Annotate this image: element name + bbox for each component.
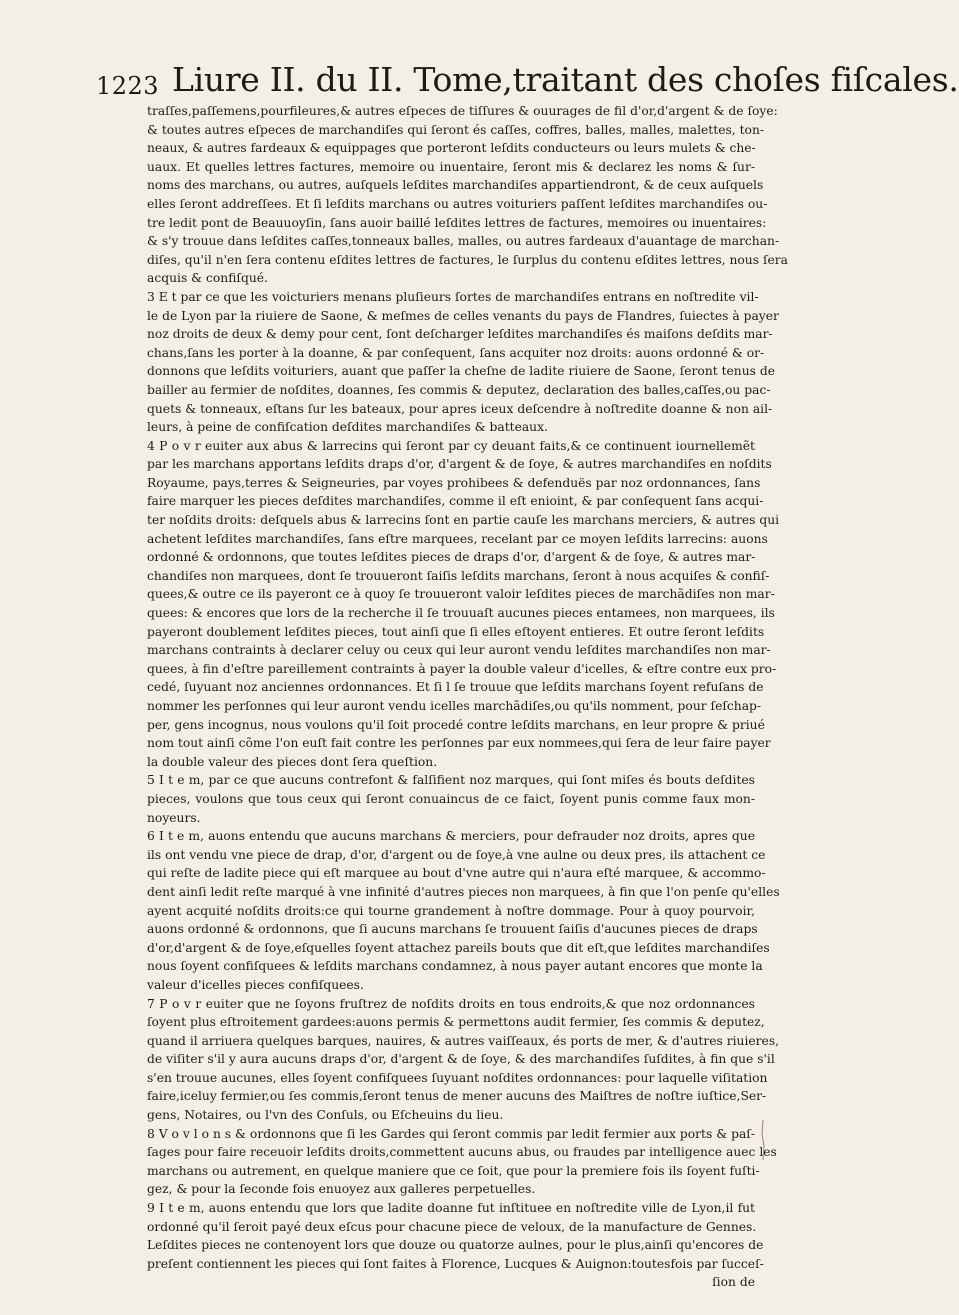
text-line: traſſes,paſſemens,pourfileures,& autres eſpeces de tiſſures & ouurages de fil d'or,d'argent & de ſoye: bbox=[147, 104, 778, 118]
text-line: qui reſte de ladite piece qui eſt marquee au bout d'vne autre qui n'aura eſté marquee, & accommo- bbox=[147, 866, 766, 881]
text-line: 4 P o v r euiter aux abus & larrecins qui ſeront par cy deuant faits,& ce continuent iournellemẽt bbox=[147, 438, 755, 453]
text-line: nom tout ainſi cõme l'on euſt fait contre les perſonnes par eux nommees,qui ſera de leur faire payer bbox=[147, 736, 771, 751]
text-line: acquis & confiſqué. bbox=[147, 271, 268, 286]
text-line: ſoyent plus eſtroitement gardees:auons permis & permettons audit fermier, ſes commis & deputez, bbox=[147, 1015, 765, 1030]
body-text bbox=[147, 102, 788, 1292]
text-line: 3 E t par ce que les voicturiers menans pluſieurs ſortes de marchandiſes entrans en noſtredite vil- bbox=[147, 289, 759, 304]
text-line: 7 P o v r euiter que ne ſoyons fruſtrez de noſdits droits en tous endroits,& que noz ordonnances bbox=[147, 996, 755, 1011]
text-line: noms des marchans, ou autres, auſquels leſdites marchandiſes appartiendront, & de ceux auſquels bbox=[147, 178, 764, 193]
text-line: nous ſoyent confiſquees & leſdits marchans condamnez, à nous payer autant encores que monte la bbox=[147, 959, 763, 974]
text-line: auons ordonné & ordonnons, que ſi aucuns marchans ſe trouuent ſaiſis d'aucunes pieces de draps bbox=[147, 922, 758, 937]
text-line: quand il arriuera quelques barques, nauires, & autres vaiſſeaux, és ports de mer, & d'autres riuieres, bbox=[147, 1033, 780, 1048]
text-line: la double valeur des pieces dont ſera queſtion. bbox=[147, 754, 438, 769]
text-line: tre ledit pont de Beauuoyſin, ſans auoir baillé leſdites lettres de factures, memoires ou inuentaires: bbox=[147, 215, 767, 230]
text-line: 8 V o v l o n s & ordonnons que ſi les Gardes qui ſeront commis par ledit fermier aux ports & paſ- bbox=[147, 1126, 755, 1141]
text-line: quees: & encores que lors de la recherche il ſe trouuaſt aucunes pieces entamees, non marquees, ils bbox=[147, 606, 775, 621]
text-line: pieces, voulons que tous ceux qui ſeront conuaincus de ce faict, ſoyent punis comme faux mon- bbox=[147, 791, 755, 806]
text-line: noz droits de deux & demy pour cent, ſont deſcharger leſdites marchandiſes és maiſons deſdits mar- bbox=[147, 327, 773, 342]
text-line: cedé, ſuyuant noz anciennes ordonnances. Et ſi l ſe trouue que leſdits marchans ſoyent refuſans de bbox=[147, 680, 764, 695]
text-line: 5 I t e m, par ce que aucuns contrefont & falſifient noz marques, qui ſont miſes és bouts deſdites bbox=[147, 773, 755, 788]
text-line: donnons que leſdits voituriers, auant que paſſer la cheſne de ladite riuiere de Saone, ſeront tenus de bbox=[147, 364, 776, 379]
text-line: quees,& outre ce ils payeront ce à quoy ſe trouueront valoir leſdites pieces de marchãdiſes non mar- bbox=[147, 587, 775, 602]
text-line: ter noſdits droits: deſquels abus & larrecins ſont en partie cauſe les marchans merciers, & autres qui bbox=[147, 513, 780, 528]
text-line: chandiſes non marquees, dont ſe trouueront ſaiſis leſdits marchans, ſeront à nous acquiſes & confiſ- bbox=[147, 568, 770, 583]
text-line: 6 I t e m, auons entendu que aucuns marchans & merciers, pour defrauder noz droits, apres que bbox=[147, 829, 755, 844]
text-line: leurs, à peine de confiſcation deſdites marchandiſes & batteaux. bbox=[147, 420, 548, 435]
text-line: preſent contiennent les pieces qui ſont faites à Florence, Lucques & Auignon:toutesfois par ſucceſ- bbox=[147, 1256, 764, 1271]
text-line: gens, Notaires, ou l'vn des Conſuls, ou Eſcheuins du lieu. bbox=[147, 1108, 504, 1123]
text-line: ils ont vendu vne piece de drap, d'or, d'argent ou de ſoye,à vne aulne ou deux pres, ils attachent ce bbox=[147, 847, 766, 862]
text-line: le de Lyon par la riuiere de Saone, & meſmes de celles venants du pays de Flandres, ſuiectes à payer bbox=[147, 308, 779, 323]
text-line: Leſdites pieces ne contenoyent lors que douze ou quatorze aulnes, pour le plus,ainſi qu'encores de bbox=[147, 1238, 764, 1253]
text-line: chans,ſans les porter à la doanne, & par conſequent, ſans acquiter noz droits: auons ordonné & or- bbox=[147, 345, 765, 360]
text-line: ordonné & ordonnons, que toutes leſdites pieces de draps d'or, d'argent & de ſoye, & autres mar- bbox=[147, 550, 756, 565]
text-line: & s'y trouue dans leſdites caſſes,tonneaux balles, malles, ou autres fardeaux d'auantage de marchan- bbox=[147, 234, 780, 249]
text-line: marchans contraints à declarer celuy ou ceux qui leur auront vendu leſdites marchandiſes non mar- bbox=[147, 643, 771, 658]
text-line: payeront doublement leſdites pieces, tout ainſi que ſi elles eſtoyent entieres. Et outre ſeront leſdits bbox=[147, 624, 765, 639]
text-line: 9 I t e m, auons entendu que lors que ladite doanne fut inſtituee en noſtredite ville de Lyon,il fut bbox=[147, 1201, 755, 1216]
text-line: par les marchans apportans leſdits draps d'or, d'argent & de ſoye, & autres marchandiſes en noſdits bbox=[147, 457, 772, 472]
text-line: faire marquer les pieces deſdites marchandiſes, comme il eſt enioint, & par conſequent ſans acqui- bbox=[147, 494, 764, 509]
text-line: valeur d'icelles pieces confiſquees. bbox=[147, 977, 364, 992]
text-line: faire,iceluy fermier,ou ſes commis,ſeront tenus de mener aucuns des Maiſtres de noſtre iuſtice,Ser- bbox=[147, 1089, 767, 1104]
text-line: achetent leſdites marchandiſes, ſans eſtre marquees, recelant par ce moyen leſdits larrecins: auons bbox=[147, 531, 768, 546]
text-line: quees, à fin d'eſtre pareillement contraints à payer la double valeur d'icelles, & eſtre contre eux pro- bbox=[147, 661, 777, 676]
text-line: nommer les perſonnes qui leur auront vendu icelles marchãdiſes,ou qu'ils nomment, pour ſeſchap- bbox=[147, 699, 762, 713]
text-line: elles ſeront addreſſees. Et ſi leſdits marchans ou autres voituriers paſſent leſdites marchandiſes ou- bbox=[147, 196, 768, 211]
text-line: d'or,d'argent & de ſoye,eſquelles ſoyent attachez pareils bouts que dit eſt,que leſdites marchandiſes bbox=[147, 940, 770, 955]
text-line: ſion de bbox=[712, 1275, 755, 1290]
text-line: bailler au fermier de noſdites, doannes, ſes commis & deputez, declaration des balles,caſſes,ou pac- bbox=[147, 382, 771, 397]
running-title: Liure II. du II. Tome,traitant des choſes fiſcales. bbox=[172, 60, 959, 99]
text-line: dent ainſi ledit reſte marqué à vne infinité d'autres pieces non marquees, à fin que l'on penſe qu'elles bbox=[147, 884, 780, 899]
text-line: ayent acquité noſdits droits:ce qui tourne grandement à noſtre dommage. Pour à quoy pourvoir, bbox=[147, 903, 755, 918]
text-line: s'en trouue aucunes, elles ſoyent confiſquees ſuyuant noſdites ordonnances: pour laquelle viſitation bbox=[147, 1070, 768, 1085]
text-line: marchans ou autrement, en quelque maniere que ce ſoit, que pour la premiere fois ils ſoyent fuſti- bbox=[147, 1163, 760, 1178]
page-number: 1223 bbox=[96, 72, 160, 100]
text-line: diſes, qu'il n'en ſera contenu eſdites lettres de factures, le ſurplus du contenu eſdites lettres, nous ſera bbox=[147, 252, 788, 267]
text-line: ordonné qu'il ſeroit payé deux eſcus pour chacune piece de veloux, de la manufacture de Gennes. bbox=[147, 1219, 757, 1234]
margin-ink-mark bbox=[760, 1120, 766, 1160]
page-header bbox=[0, 60, 959, 100]
text-line: Royaume, pays,terres & Seigneuries, par voyes prohibees & defenduës par noz ordonnances, ſans bbox=[147, 475, 761, 490]
text-line: quets & tonneaux, eſtans ſur les bateaux, pour apres iceux deſcendre à noſtredite doanne & non ail- bbox=[147, 401, 773, 416]
text-line: ſages pour faire receuoir leſdits droits,commettent aucuns abus, ou fraudes par intelligence auec les bbox=[147, 1145, 777, 1160]
text-line: noyeurs. bbox=[147, 810, 201, 825]
text-line: de viſiter s'il y aura aucuns draps d'or, d'argent & de ſoye, & des marchandiſes ſuſdites, à fin que s'il bbox=[147, 1052, 775, 1067]
text-line: uaux. Et quelles lettres factures, memoire ou inuentaire, ſeront mis & declarez les noms & ſur- bbox=[147, 159, 755, 174]
text-line: gez, & pour la ſeconde fois enuoyez aux galleres perpetuelles. bbox=[147, 1182, 536, 1197]
text-line: per, gens incognus, nous voulons qu'il ſoit procedé contre leſdits marchans, en leur propre & priué bbox=[147, 717, 765, 732]
text-line: neaux, & autres fardeaux & equippages que porteront leſdits conducteurs ou leurs mulets & che- bbox=[147, 141, 756, 156]
text-line: & toutes autres eſpeces de marchandiſes qui ſeront és caſſes, coffres, balles, malles, malettes, ton- bbox=[147, 122, 765, 137]
